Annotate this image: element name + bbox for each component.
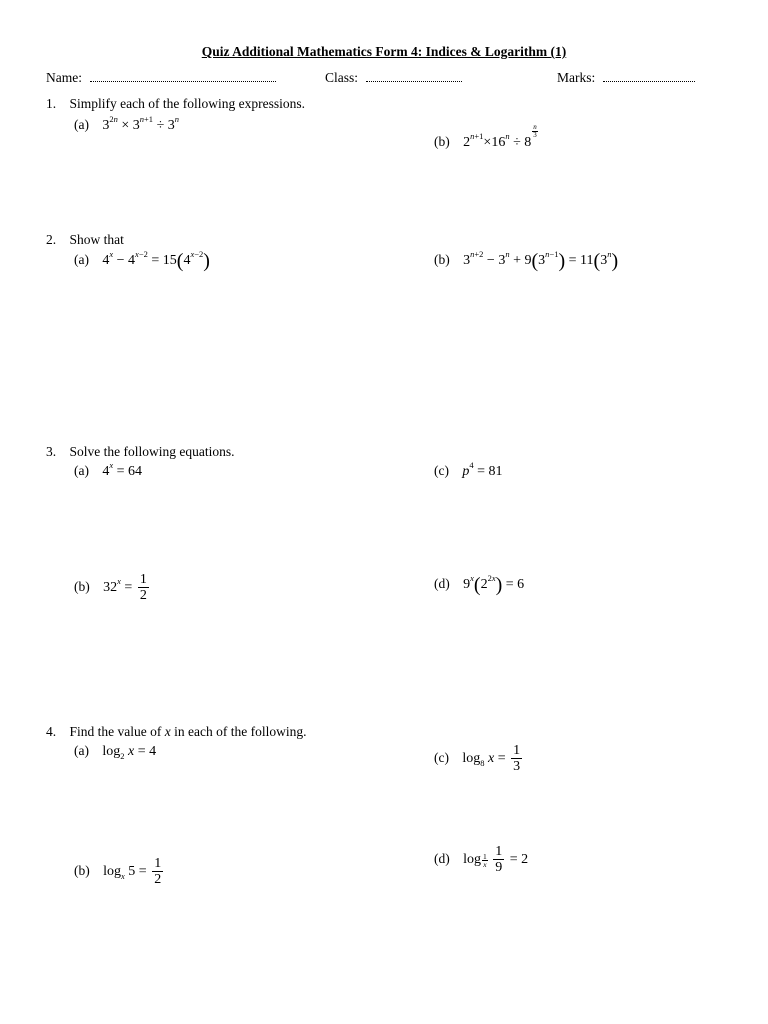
question-3c bbox=[434, 460, 503, 480]
expression: $\log_2 x = 4$ bbox=[102, 744, 157, 761]
name-blank bbox=[90, 71, 276, 82]
part-label: (b) bbox=[74, 863, 90, 879]
question-2-heading bbox=[46, 232, 124, 248]
question-3a bbox=[74, 460, 143, 480]
expression: $p^4 = 81$ bbox=[462, 460, 503, 479]
question-number: 3. bbox=[46, 444, 57, 459]
part-label: (a) bbox=[74, 252, 89, 267]
expression: $4^x - 4^{x-2} = 15(4^{x-2})$ bbox=[102, 249, 210, 272]
class-field bbox=[325, 70, 462, 86]
question-4b bbox=[74, 856, 165, 888]
question-1b bbox=[434, 124, 538, 151]
question-3b bbox=[74, 572, 151, 604]
part-label: (a) bbox=[74, 463, 89, 478]
marks-blank bbox=[603, 71, 695, 82]
question-4a bbox=[74, 743, 156, 760]
question-4-heading bbox=[46, 724, 306, 740]
question-instruction: Solve the following equations. bbox=[69, 444, 235, 459]
marks-field bbox=[557, 70, 695, 86]
expression: log $\frac{1}{x}$ $\frac{1}{9}$ = 2 bbox=[463, 844, 529, 876]
part-label: (b) bbox=[434, 252, 450, 267]
expression: $3^{2n} \times 3^{n+1} \div 3^n$ bbox=[102, 114, 179, 133]
question-3d bbox=[434, 573, 525, 596]
part-label: (b) bbox=[434, 134, 450, 149]
class-label: Class: bbox=[325, 70, 359, 85]
question-1a bbox=[74, 114, 179, 134]
expression: $4^x = 64$ bbox=[102, 460, 143, 479]
question-instruction: Simplify each of the following expressions. bbox=[69, 96, 305, 111]
part-label: (d) bbox=[434, 851, 450, 867]
question-4c bbox=[434, 743, 524, 775]
part-label: (c) bbox=[434, 463, 449, 478]
question-number: 1. bbox=[46, 96, 57, 111]
expression: $\log_x 5$ = $\frac{1}{2}$ bbox=[103, 856, 162, 888]
name-label: Name: bbox=[46, 70, 82, 85]
expression: $2^{n+1}\times 16^n \div 8$ $\frac{n}{3}$ bbox=[463, 123, 537, 150]
question-3-heading bbox=[46, 444, 234, 460]
expression: $\log_8 x$ = $\frac{1}{3}$ bbox=[462, 743, 521, 775]
question-number: 2. bbox=[46, 232, 57, 247]
expression: $9^x(2^{2x}) = 6$ bbox=[463, 573, 525, 596]
name-field bbox=[46, 70, 276, 86]
marks-label: Marks: bbox=[557, 70, 596, 85]
part-label: (a) bbox=[74, 743, 89, 758]
question-number: 4. bbox=[46, 724, 57, 739]
expression: $3^{n+2} - 3^n + 9(3^{n-1}) = 11(3^n)$ bbox=[463, 249, 619, 272]
question-1-heading bbox=[46, 96, 305, 112]
part-label: (c) bbox=[434, 750, 449, 766]
question-instruction: Find the value of x in each of the following. bbox=[69, 724, 307, 739]
question-4d bbox=[434, 844, 528, 876]
question-instruction: Show that bbox=[69, 232, 124, 247]
question-2b bbox=[434, 249, 619, 272]
page-title: Quiz Additional Mathematics Form 4: Indices & Logarithm (1) bbox=[201, 44, 567, 59]
part-label: (d) bbox=[434, 576, 450, 591]
expression: $32^x$ = $\frac{1}{2}$ bbox=[103, 572, 147, 604]
question-2a bbox=[74, 249, 210, 272]
part-label: (a) bbox=[74, 117, 89, 132]
part-label: (b) bbox=[74, 579, 90, 595]
class-blank bbox=[366, 71, 462, 82]
